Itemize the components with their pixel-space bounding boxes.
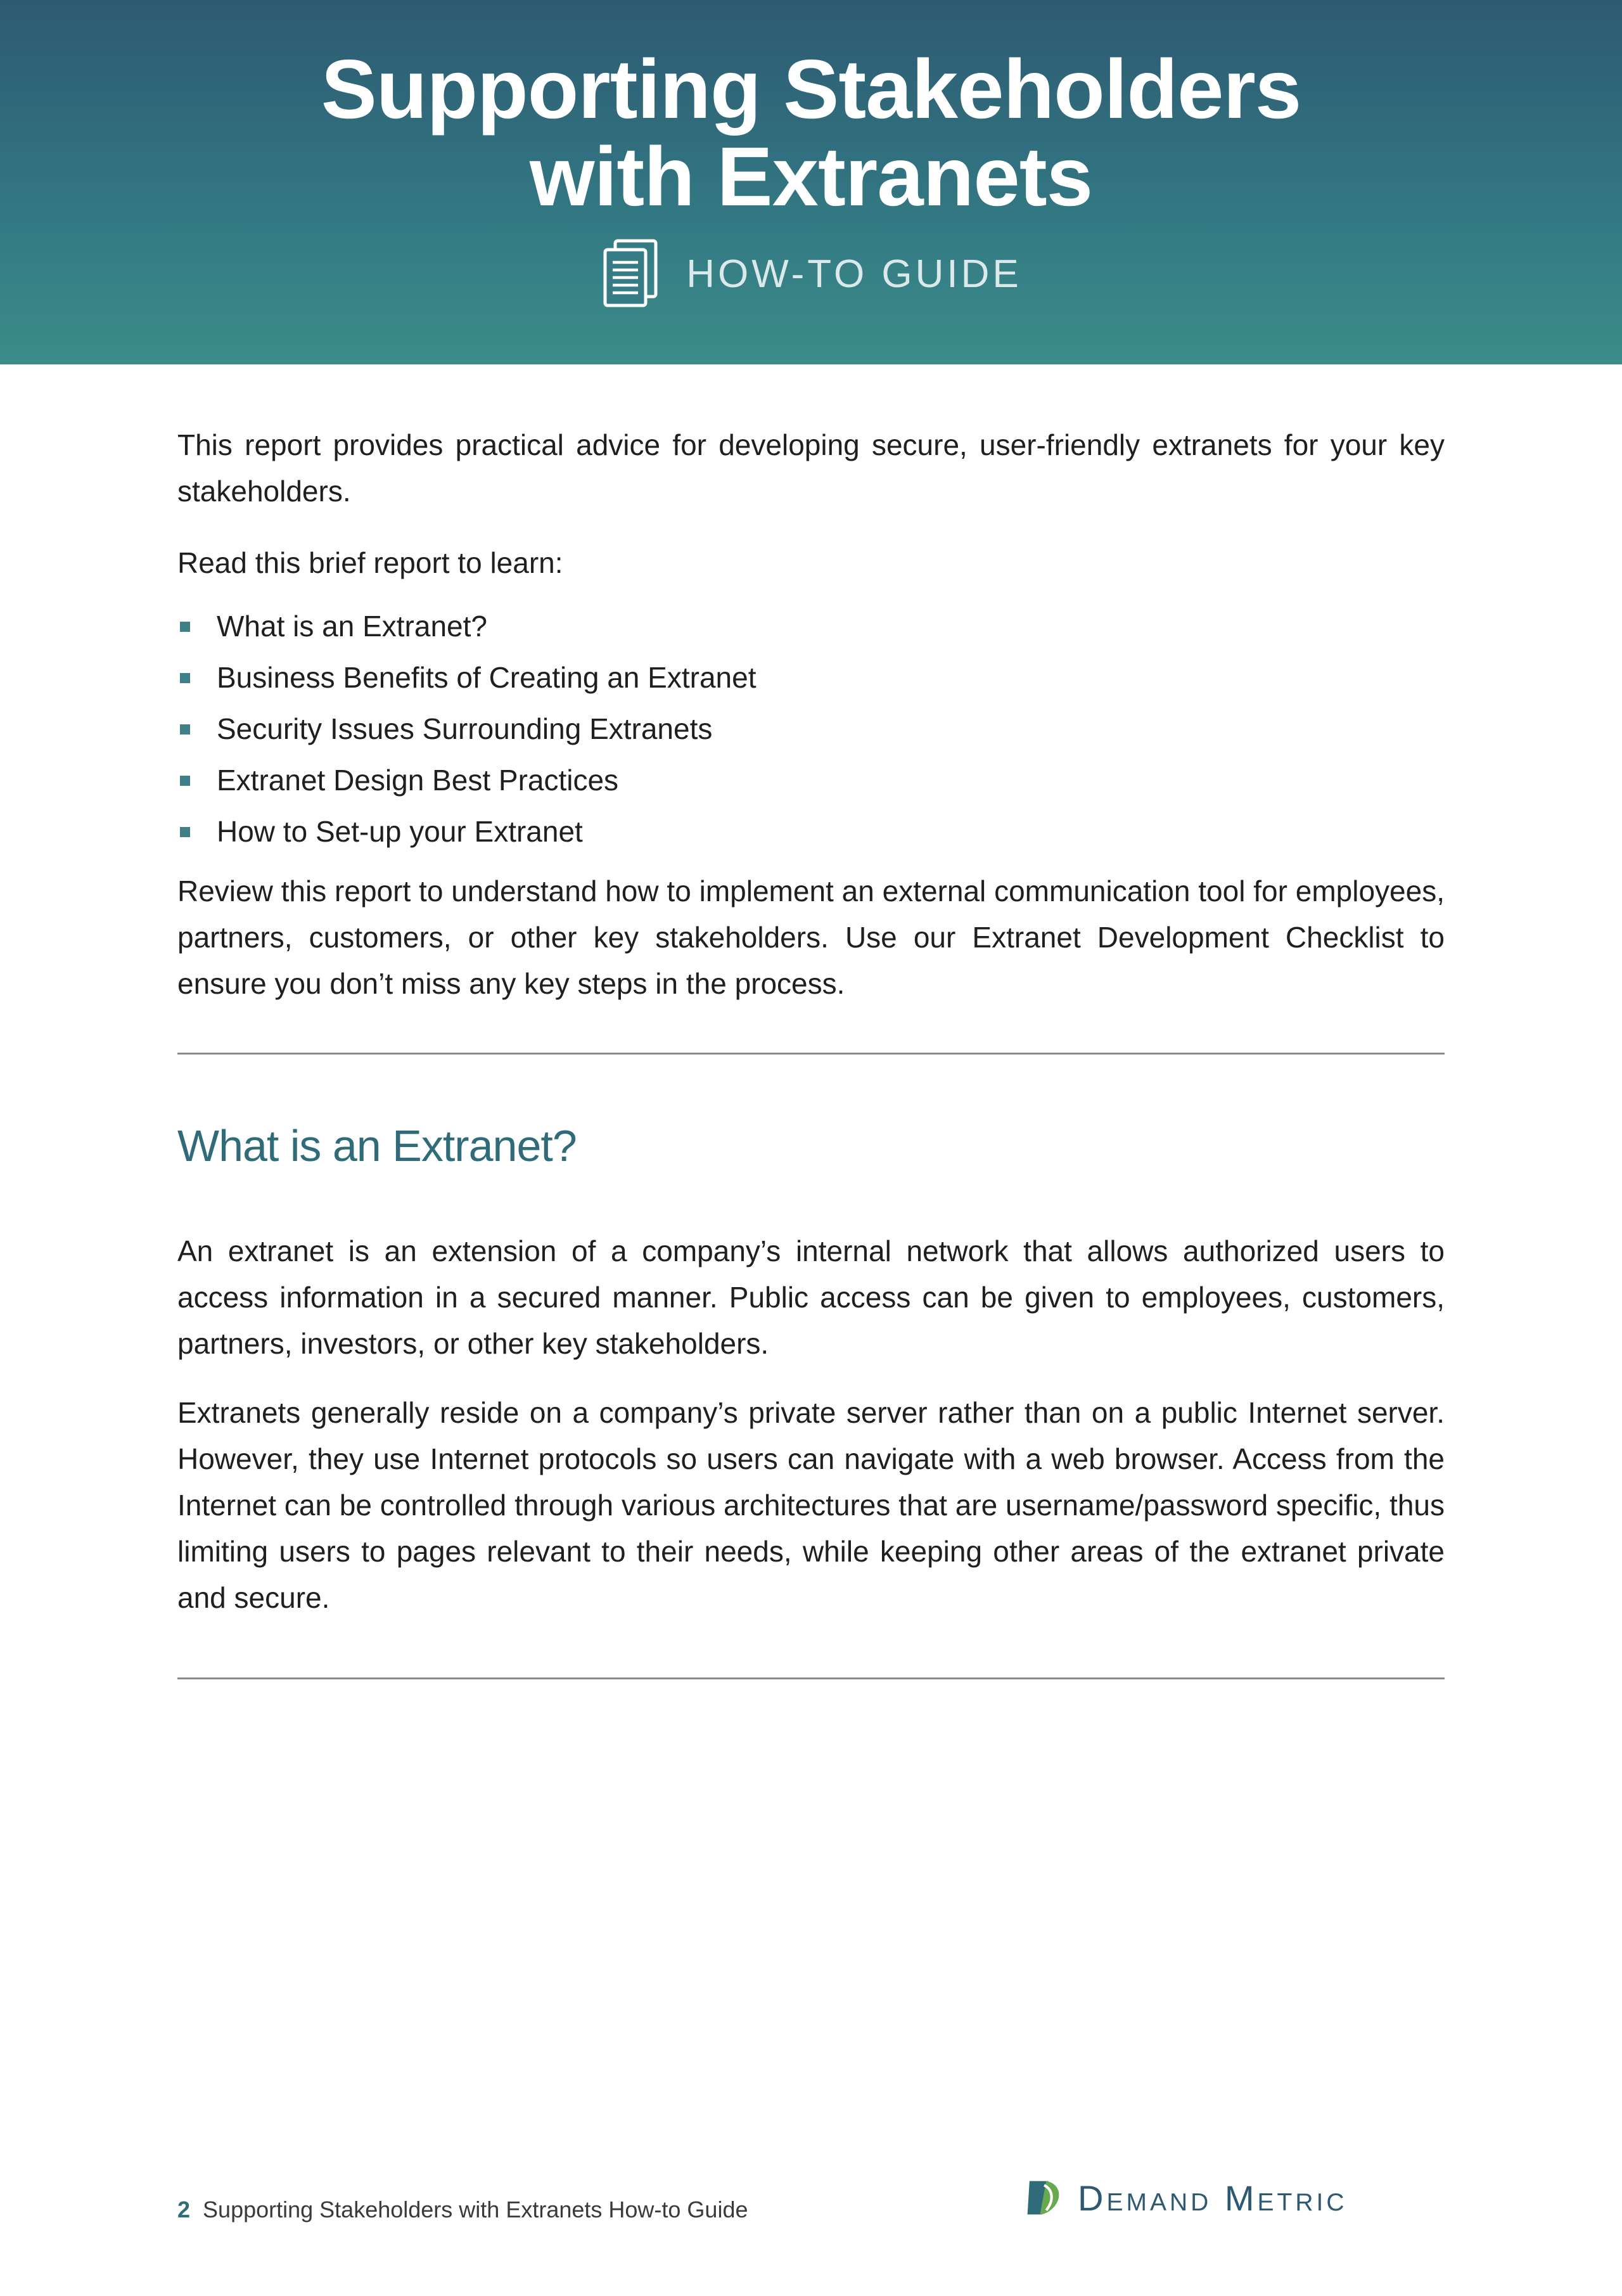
intro-paragraph: This report provides practical advice for developing secure, user-friendly extranets for your key stakeholders. bbox=[177, 428, 1445, 508]
page-number: 2 bbox=[177, 2197, 191, 2222]
bullet-square-icon bbox=[180, 827, 190, 837]
title-line-2: with Extranets bbox=[529, 130, 1093, 223]
list-item-label: Extranet Design Best Practices bbox=[217, 764, 619, 797]
list-item-label: Security Issues Surrounding Extranets bbox=[217, 712, 713, 745]
bullet-square-icon bbox=[180, 776, 190, 786]
section-heading: What is an Extranet? bbox=[177, 1121, 577, 1170]
page-title bbox=[0, 42, 1622, 223]
page-footer bbox=[177, 2197, 748, 2223]
review-paragraph: Review this report to understand how to implement an external communication tool for employees, partners, customers, or other key stakeholders. Use our Extranet Development Checklist to ensure you don’t miss any key steps in the process. bbox=[177, 875, 1445, 1000]
guide-label bbox=[0, 236, 1622, 312]
bullet-square-icon bbox=[180, 724, 190, 734]
list-item bbox=[177, 806, 1445, 857]
list-item bbox=[177, 652, 1445, 703]
list-item bbox=[177, 755, 1445, 806]
title-line-1: Supporting Stakeholders bbox=[321, 42, 1301, 136]
document-icon bbox=[600, 238, 661, 309]
list-item bbox=[177, 601, 1445, 652]
list-item-label: What is an Extranet? bbox=[217, 610, 487, 643]
bullet-square-icon bbox=[180, 673, 190, 683]
brand-logo bbox=[1023, 2177, 1348, 2219]
list-item-label: How to Set-up your Extranet bbox=[217, 815, 583, 848]
bullet-square-icon bbox=[180, 622, 190, 632]
section-paragraph-1: An extranet is an extension of a company’s internal network that allows authorized users to access information in a secured manner. Public access can be given to employees, customers, partners, investors, or other key stakeholders. bbox=[177, 1235, 1445, 1360]
list-item bbox=[177, 703, 1445, 755]
demand-metric-logo-icon bbox=[1023, 2177, 1065, 2219]
learning-list bbox=[177, 601, 1445, 857]
section-divider bbox=[177, 1053, 1445, 1055]
logo-wordmark: Demand Metric bbox=[1078, 2177, 1348, 2218]
section-divider-bottom bbox=[177, 1677, 1445, 1679]
guide-type: HOW-TO GUIDE bbox=[686, 252, 1022, 296]
footer-title: Supporting Stakeholders with Extranets How-to Guide bbox=[203, 2197, 748, 2222]
page-header bbox=[0, 0, 1622, 364]
intro-lead: Read this brief report to learn: bbox=[177, 546, 563, 579]
list-item-label: Business Benefits of Creating an Extranet bbox=[217, 661, 757, 694]
section-paragraph-2: Extranets generally reside on a company’s private server rather than on a public Internet server. However, they use Internet protocols so users can navigate with a web browser. Access from the Internet can be controlled through various architectures that are username/password specific, thus limiting users to pages relevant to their needs, while keeping other areas of the extranet private and secure. bbox=[177, 1396, 1445, 1614]
